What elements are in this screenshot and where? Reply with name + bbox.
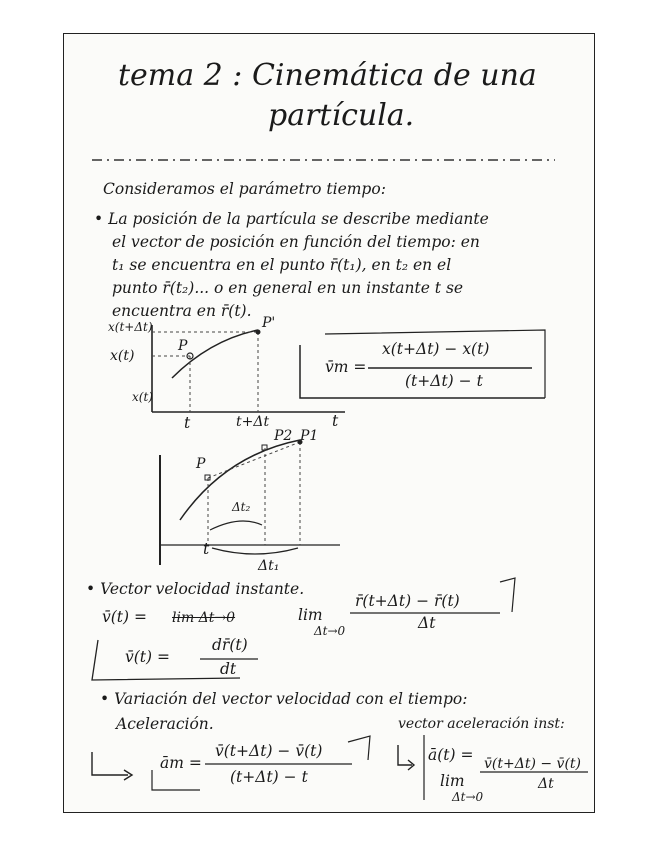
acceleration-inst-denominator: Δt [538, 776, 554, 792]
graph2-xlabel-t: t [203, 540, 210, 558]
position-line-4: punto r̄(t₂)... o en general en un instante t se [112, 279, 464, 297]
graph1-xlabel-t-end: t [332, 412, 339, 430]
instant-velocity-lim-sub: Δt→0 [314, 624, 346, 638]
instant-velocity-lim: lim [298, 606, 323, 624]
acceleration-inst-lhs: ā(t) = [428, 746, 474, 764]
intro-text: Consideramos el parámetro tiempo: [103, 180, 386, 198]
position-line-2: el vector de posición en función del tiempo: en [112, 233, 480, 251]
title-line-2: partícula. [268, 98, 415, 133]
acceleration-subheading: Aceleración. [116, 715, 214, 733]
instant-velocity-heading: • Vector velocidad instante. [86, 580, 305, 598]
graph1-point-p-prime: P' [262, 315, 276, 331]
graph1-ylabel-mid: x(t) [110, 348, 135, 364]
derivative-lhs: v̄(t) = [125, 648, 170, 666]
mean-velocity-lhs: v̄m = [325, 358, 367, 376]
position-line-5: encuentra en r̄(t). [112, 302, 252, 320]
graph2-label-dt2: Δt₂ [232, 500, 251, 514]
acceleration-heading: • Variación del vector velocidad con el tiempo: [100, 690, 468, 708]
acceleration-note: vector aceleración inst: [398, 716, 565, 732]
derivative-numerator: dr̄(t) [212, 636, 248, 654]
instant-velocity-lhs: v̄(t) = [102, 608, 147, 626]
graph1-xlabel-t-dt: t+Δt [236, 414, 270, 430]
graph2-point-p2: P2 [274, 428, 293, 444]
graph2-label-dt1: Δt₁ [258, 558, 280, 574]
graph1-ylabel-low: x(t) [132, 390, 153, 404]
graph1-point-p: P [178, 338, 188, 354]
graph1-xlabel-t: t [184, 414, 191, 432]
position-line-1: • La posición de la partícula se describe mediante [94, 210, 489, 228]
mean-velocity-denominator: (t+Δt) − t [405, 372, 483, 390]
acceleration-mean-denominator: (t+Δt) − t [230, 768, 308, 786]
graph1-ylabel-top: x(t+Δt) [108, 320, 153, 334]
acceleration-mean-numerator: v̄(t+Δt) − v̄(t) [215, 742, 323, 760]
derivative-denominator: dt [220, 660, 237, 678]
graph2-point-p: P [196, 456, 206, 472]
mean-velocity-numerator: x(t+Δt) − x(t) [382, 340, 490, 358]
instant-velocity-struck-text: lim Δt→0 [172, 610, 236, 626]
instant-velocity-denominator: Δt [418, 614, 436, 632]
position-line-3: t₁ se encuentra en el punto r̄(t₁), en t₂ en el [112, 256, 452, 274]
acceleration-mean-lhs: ām = [160, 754, 202, 772]
title-line-1: tema 2 : Cinemática de una [118, 58, 537, 93]
instant-velocity-numerator: r̄(t+Δt) − r̄(t) [355, 592, 460, 610]
acceleration-inst-lim: lim [440, 772, 465, 790]
acceleration-inst-lim-sub: Δt→0 [452, 790, 484, 804]
acceleration-inst-numerator: v̄(t+Δt) − v̄(t) [484, 756, 582, 772]
graph2-point-p1: P1 [300, 428, 319, 444]
